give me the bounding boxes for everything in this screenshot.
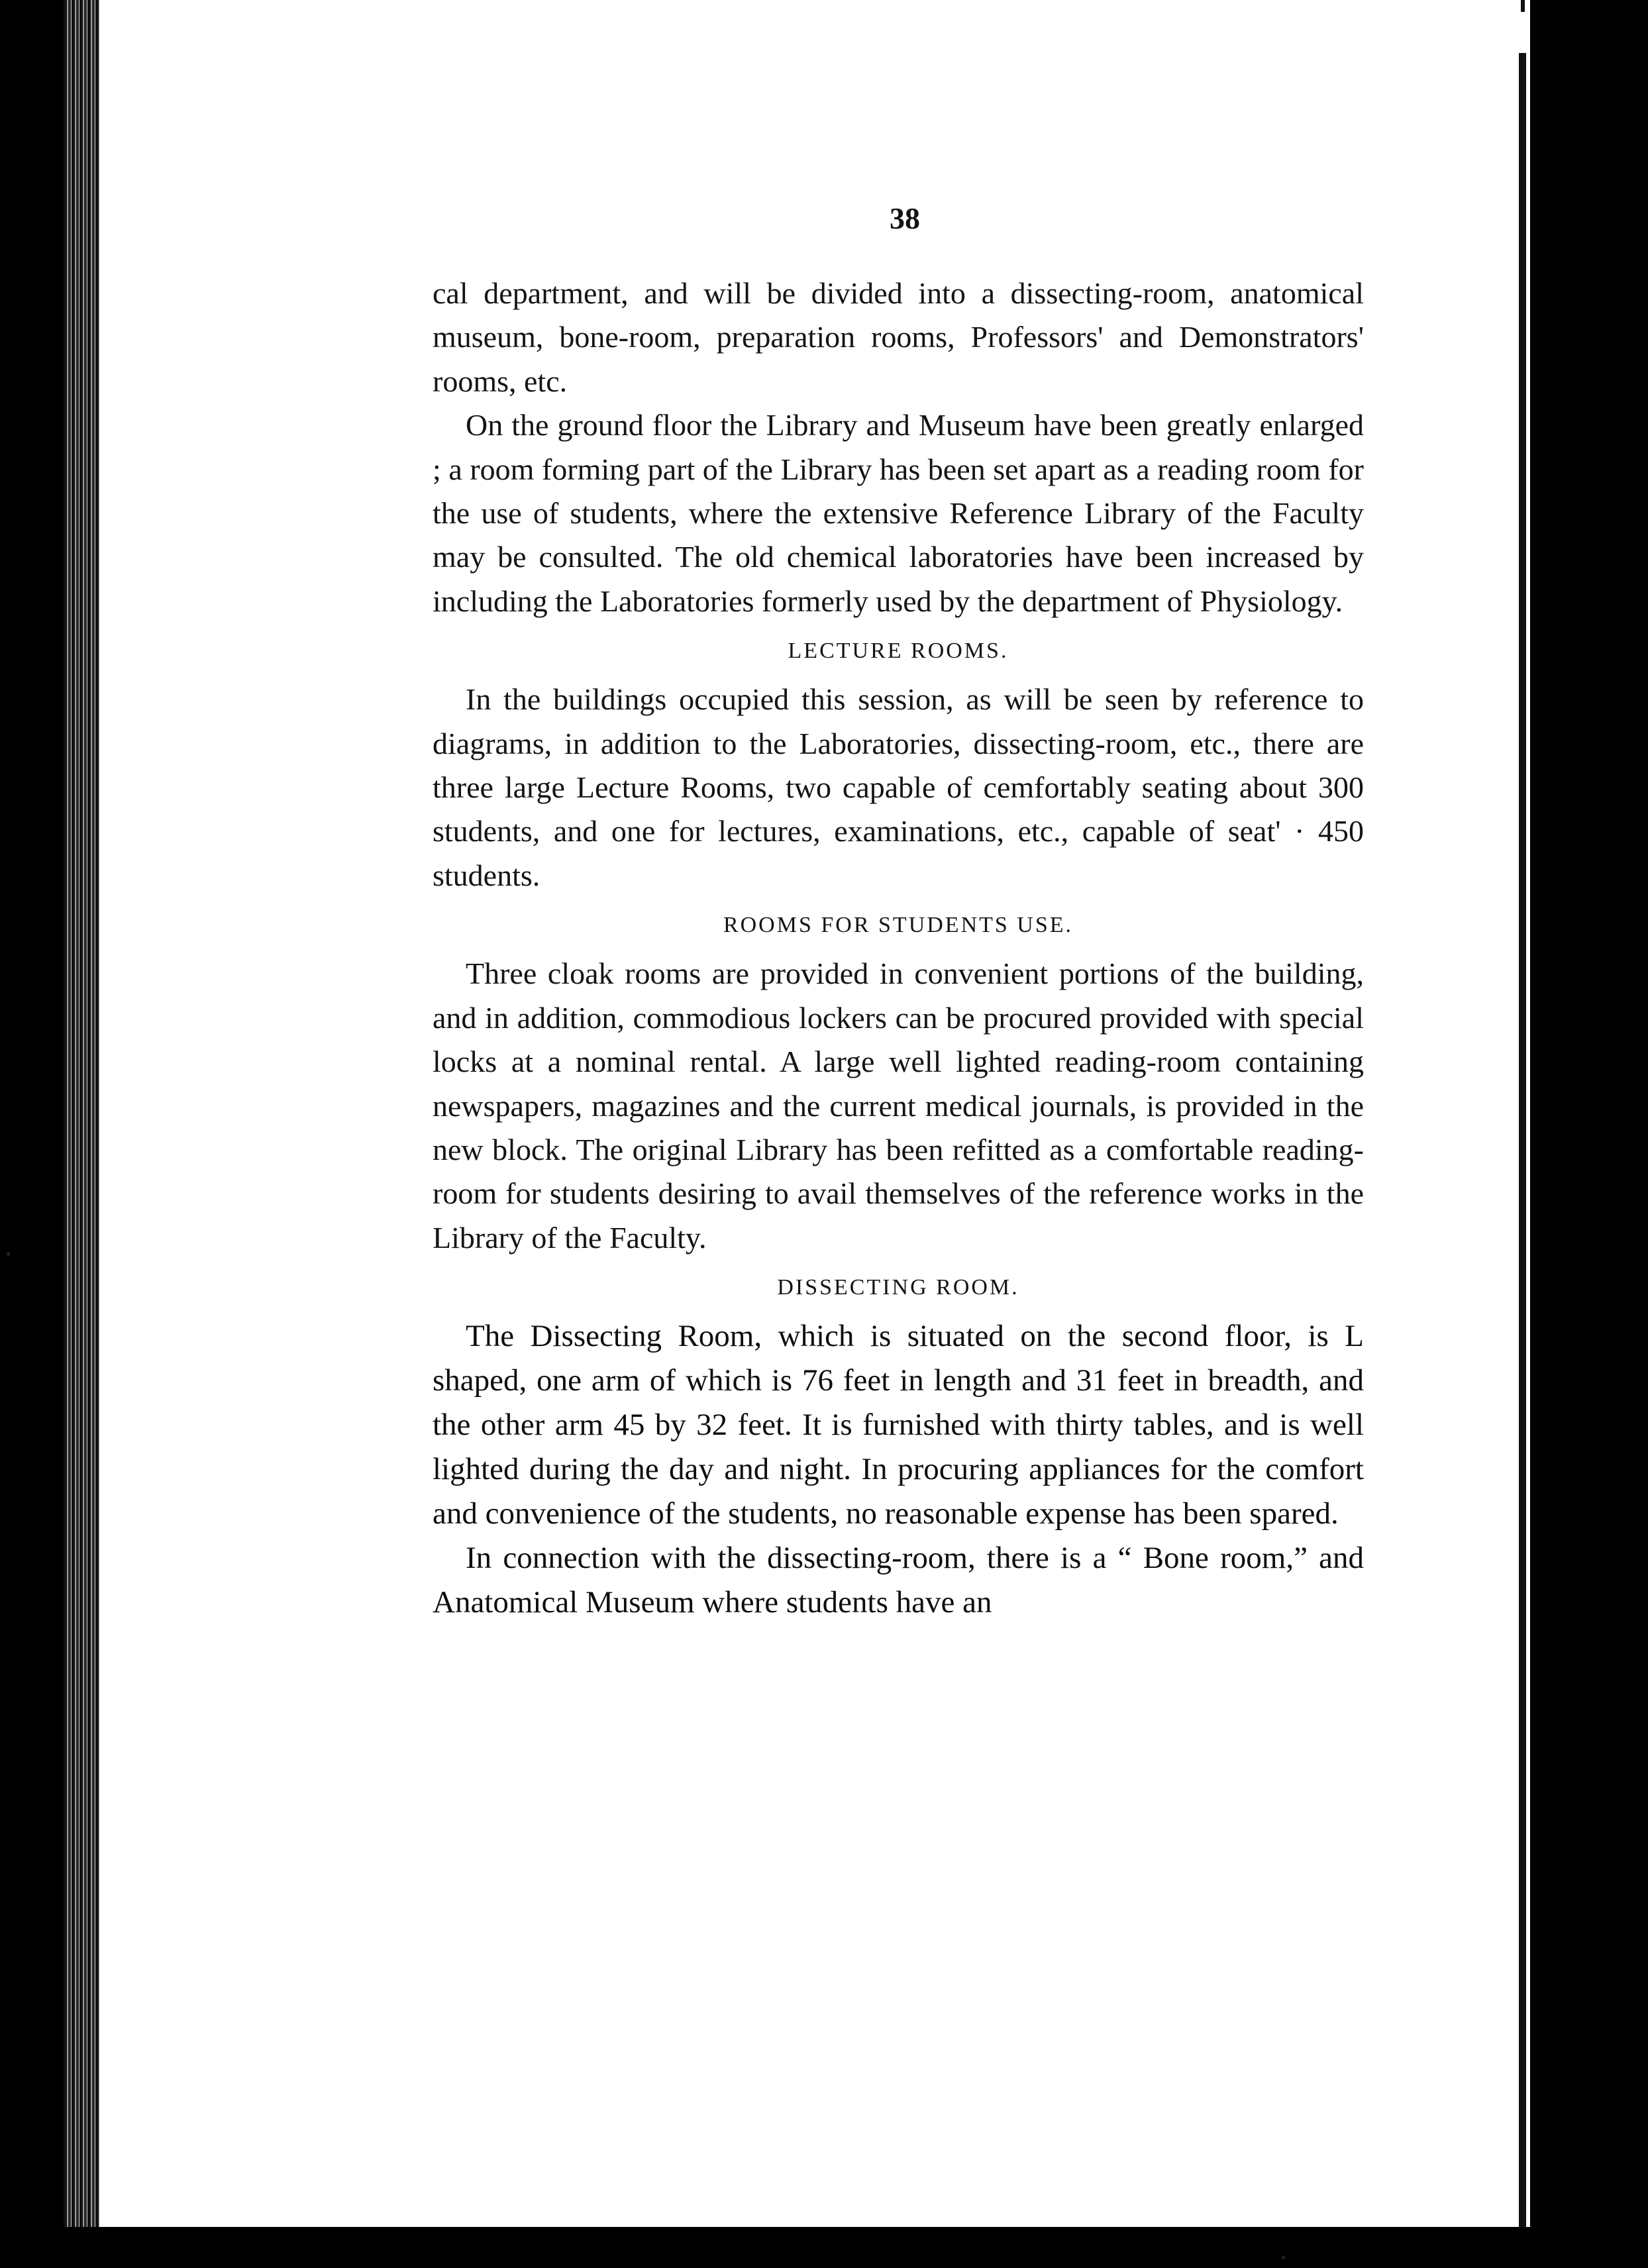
scan-speck: [1282, 2255, 1285, 2259]
page-number: 38: [890, 201, 920, 235]
scan-right-edge-line: [1519, 53, 1526, 2227]
paragraph-lecture-rooms: In the buildings occupied this session, as will be seen by reference to diagrams, in addition to the Laboratories, dissecting-room, etc., there are three large Lecture Rooms, two capable of cemfortably seating about 300 students, and one for lectures, examinations, etc., capable of seat' · 450 students.: [433, 682, 1364, 892]
paragraph-ground-floor: On the ground floor the Library and Museum have been greatly enlarged ; a room forming part of the Library has been set apart as a reading room for the use of students, where the extensive Reference Library of the Faculty may be consulted. The old chemical laboratories have been increased by including the Laboratories formerly used by the department of Physiology.: [433, 408, 1364, 618]
heading-dissecting-room: DISSECTING ROOM.: [777, 1275, 1019, 1300]
scan-speck: [7, 1252, 10, 1256]
heading-rooms-for-students: ROOMS FOR STUDENTS USE.: [723, 913, 1074, 938]
scan-bottom-margin: [0, 2227, 1648, 2268]
paragraph-dissecting-room: The Dissecting Room, which is situated on the second floor, is L shaped, one arm of which is 76 feet in length and 31 feet in breadth, and the other arm 45 by 32 feet. It is furnished with thirty tables, and is well lighted during the day and night. In procuring appliances for the comfort and convenience of the students, no reasonable expense has been spared.: [433, 1319, 1364, 1531]
paragraph-rooms-for-students: Three cloak rooms are provided in convenient portions of the building, and in addition, commodious lockers can be procured provided with special locks at a nominal rental. A large well lighted reading-room containing newspapers, magazines and the current medical journals, is provided in the new block. The original Library has been refitted as a comfortable reading-room for students desiring to avail themselves of the reference works in the Library of the Faculty.: [433, 956, 1364, 1255]
paragraph-continuation: cal department, and will be divided into a dissecting-room, anatomical museum, bone-room, preparation rooms, Professors' and Demonstrators' rooms, etc.: [433, 276, 1364, 398]
book-binding-edge: [64, 0, 103, 2227]
page-text: [433, 199, 1364, 1625]
paragraph-bone-room: In connection with the dissecting-room, there is a “ Bone room,” and Anatomical Museum where students have an: [433, 1541, 1364, 1620]
heading-lecture-rooms: LECTURE ROOMS.: [788, 639, 1009, 664]
scan-left-margin: [0, 0, 64, 2268]
scan-artifact-top: [1521, 0, 1525, 12]
